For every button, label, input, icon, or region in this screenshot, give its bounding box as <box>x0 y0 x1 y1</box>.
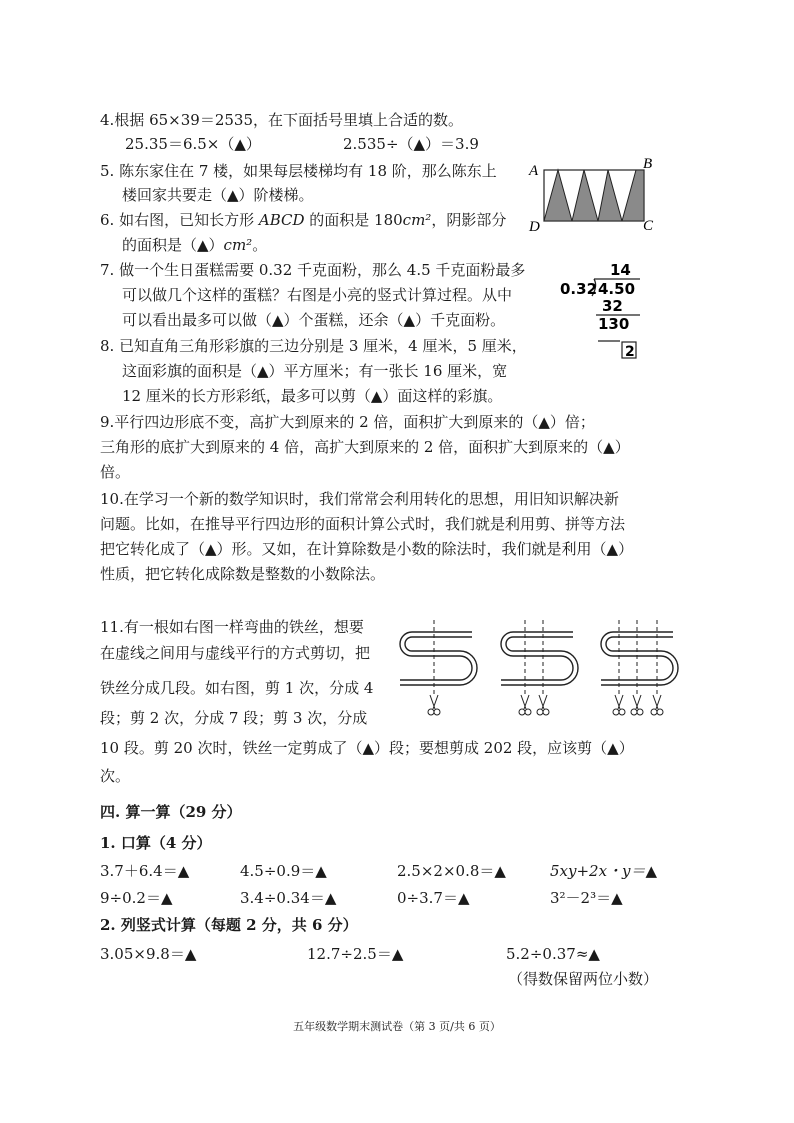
q10-line2: 问题。比如，在推导平行四边形的面积计算公式时，我们就是利用剪、拼等方法 <box>100 515 626 533</box>
q9-line3: 倍。 <box>100 463 131 481</box>
q7-line2: 可以做几个这样的蛋糕？右图是小亮的竖式计算过程。从中 <box>122 286 513 304</box>
rounding-note: （得数保留两位小数） <box>508 970 659 988</box>
label-a: A <box>529 163 539 179</box>
label-c: C <box>643 218 654 234</box>
scissors-icon <box>537 695 549 715</box>
label-b: B <box>643 156 653 172</box>
q11-line3: 铁丝分成几段。如右图，剪 1 次，分成 4 <box>100 679 374 697</box>
vertical-item: 3.05×9.8＝▲ <box>100 945 197 963</box>
q10-line1: 10.在学习一个新的数学知识时，我们常常会利用转化的思想，用旧知识解决新 <box>100 490 619 508</box>
section4-title: 四. 算一算（29 分） <box>100 803 242 821</box>
q10-line4: 性质，把它转化成除数是整数的小数除法。 <box>100 565 386 583</box>
oral-item: 9÷0.2＝▲ <box>100 889 173 907</box>
shaded-triangle <box>572 170 598 221</box>
q7-line3: 可以看出最多可以做（▲）个蛋糕，还余（▲）千克面粉。 <box>122 311 506 329</box>
q6-line1: 6. 如右图，已知长方形 ABCD 的面积是 180cm²，阴影部分 <box>100 211 507 229</box>
q8-line2: 这面彩旗的面积是（▲）平方厘米；有一张长 16 厘米，宽 <box>122 362 508 380</box>
q5-line2: 楼回家共要走（▲）阶楼梯。 <box>122 186 314 204</box>
oral-item: 3.4÷0.34＝▲ <box>240 889 337 907</box>
oral-item: 4.5÷0.9＝▲ <box>240 862 327 880</box>
q9-line1: 9.平行四边形底不变，高扩大到原来的 2 倍，面积扩大到原来的（▲）倍； <box>100 413 595 431</box>
wire-panel-2 <box>501 620 578 715</box>
q11-line6: 次。 <box>100 767 131 785</box>
oral-item: 3²－2³＝▲ <box>550 889 623 907</box>
q6-line2: 的面积是（▲）cm²。 <box>122 236 268 254</box>
scissors-icon <box>613 695 625 715</box>
wire-panel-1 <box>400 620 477 715</box>
oral-item: 0÷3.7＝▲ <box>397 889 470 907</box>
oral-calc-title: 1. 口算（4 分） <box>100 834 212 852</box>
oral-item: 2.5×2×0.8＝▲ <box>397 862 506 880</box>
vertical-item: 12.7÷2.5＝▲ <box>307 945 404 963</box>
q7-line1: 7. 做一个生日蛋糕需要 0.32 千克面粉，那么 4.5 千克面粉最多 <box>100 261 526 279</box>
rectangle-abcd-figure <box>526 155 658 235</box>
partial-remainder: 130 <box>598 315 630 333</box>
q8-line3: 12 厘米的长方形彩纸，最多可以剪（▲）面这样的彩旗。 <box>122 387 503 405</box>
q11-line2: 在虚线之间用与虚线平行的方式剪切，把 <box>100 644 371 662</box>
dividend: 4.50 <box>598 280 636 298</box>
q9-line2: 三角形的底扩大到原来的 4 倍，高扩大到原来的 2 倍，面积扩大到原来的（▲） <box>100 438 630 456</box>
wire-panel-3 <box>601 620 678 715</box>
subtrahend: 32 <box>602 297 623 315</box>
q10-line3: 把它转化成了（▲）形。又如，在计算除数是小数的除法时，我们就是利用（▲） <box>100 540 634 558</box>
quotient: 14 <box>610 261 631 279</box>
q5-line1: 5. 陈东家住在 7 楼，如果每层楼梯均有 18 阶，那么陈东上 <box>100 162 497 180</box>
q4-stem: 4.根据 65×39＝2535，在下面括号里填上合适的数。 <box>100 111 463 129</box>
q4-b: 2.535÷（▲）＝3.9 <box>343 135 479 153</box>
wire-cut-figure <box>392 615 697 720</box>
oral-item: 3.7＋6.4＝▲ <box>100 862 190 880</box>
remainder: 2 <box>625 344 635 360</box>
shaded-triangle <box>622 170 644 221</box>
shaded-triangle <box>598 170 622 221</box>
scissors-icon <box>651 695 663 715</box>
scissors-icon <box>519 695 531 715</box>
vertical-item: 5.2÷0.37≈▲ <box>506 945 600 963</box>
label-d: D <box>529 219 540 235</box>
q8-line1: 8. 已知直角三角形彩旗的三边分别是 3 厘米，4 厘米，5 厘米， <box>100 337 527 355</box>
page-footer: 五年级数学期末测试卷（第 3 页/共 6 页） <box>293 1020 501 1033</box>
oral-item: 5xy+2x・y＝▲ <box>550 862 658 880</box>
q11-line4: 段；剪 2 次，分成 7 段；剪 3 次，分成 <box>100 709 368 727</box>
vertical-calc-title: 2. 列竖式计算（每题 2 分，共 6 分） <box>100 916 358 934</box>
shaded-triangle <box>544 170 572 221</box>
scissors-icon <box>428 695 440 715</box>
q11-line1: 11.有一根如右图一样弯曲的铁丝，想要 <box>100 618 364 636</box>
scissors-icon <box>631 695 643 715</box>
divisor: 0.32 <box>560 280 598 298</box>
q4-a: 25.35＝6.5×（▲） <box>125 135 261 153</box>
long-division-figure <box>558 258 648 363</box>
q11-line5: 10 段。剪 20 次时，铁丝一定剪成了（▲）段；要想剪成 202 段，应该剪（▲） <box>100 739 634 757</box>
